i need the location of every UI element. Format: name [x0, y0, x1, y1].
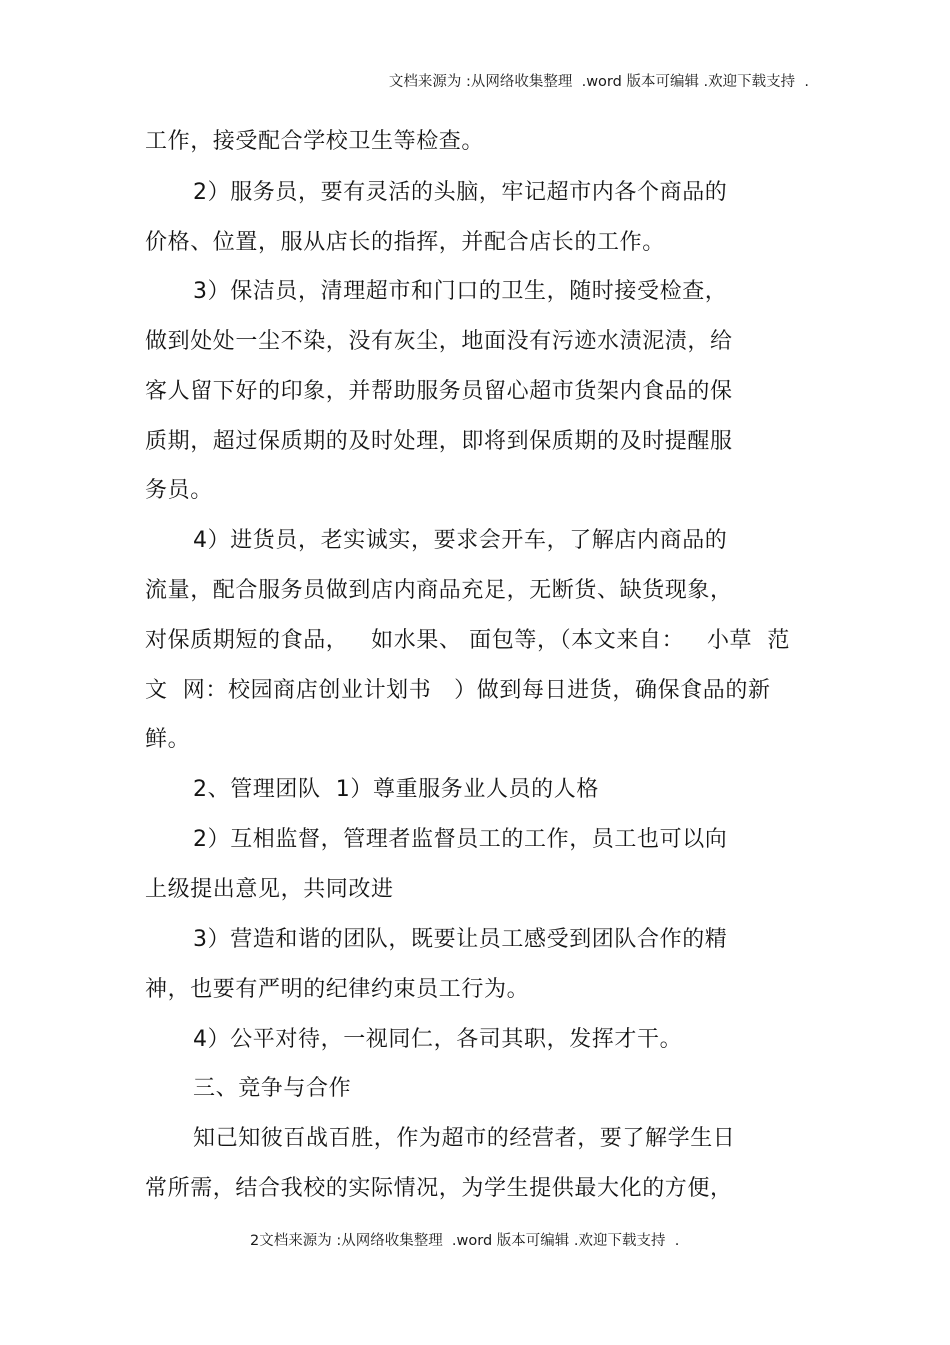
page-footer: 2文档来源为 :从网络收集整理 .word 版本可编辑 .欢迎下载支持 . — [250, 1233, 680, 1249]
paragraph-line: 工作，接受配合学校卫生等检查。 — [145, 129, 485, 154]
paragraph-line: 2）互相监督，管理者监督员工的工作，员工也可以向 — [193, 827, 728, 852]
paragraph-line: 3）保洁员，清理超市和门口的卫生，随时接受检查， — [193, 279, 728, 304]
paragraph-line: 务员。 — [145, 478, 213, 503]
paragraph-line: 神，也要有严明的纪律约束员工行为。 — [145, 977, 530, 1002]
paragraph-line: 2）服务员，要有灵活的头脑，牢记超市内各个商品的 — [193, 180, 728, 205]
paragraph-line: 做到处处一尘不染，没有灰尘，地面没有污迹水渍泥渍，给 — [145, 329, 733, 354]
paragraph-line: 鲜。 — [145, 727, 191, 752]
paragraph-line: 对保质期短的食品， 如水果、 面包等，（本文来自： 小草 范 — [145, 628, 790, 653]
paragraph-line: 3）营造和谐的团队，既要让员工感受到团队合作的精 — [193, 927, 728, 952]
paragraph-line: 4）公平对待，一视同仁，各司其职，发挥才干。 — [193, 1027, 683, 1052]
paragraph-line: 常所需，结合我校的实际情况，为学生提供最大化的方便， — [145, 1176, 733, 1201]
paragraph-line: 质期，超过保质期的及时处理，即将到保质期的及时提醒服 — [145, 429, 733, 454]
paragraph-line: 文 网：校园商店创业计划书 ）做到每日进货，确保食品的新 — [145, 678, 771, 703]
paragraph-line: 2、管理团队 1）尊重服务业人员的人格 — [193, 777, 599, 802]
paragraph-line: 知己知彼百战百胜，作为超市的经营者，要了解学生日 — [193, 1126, 736, 1151]
paragraph-line: 上级提出意见，共同改进 — [145, 877, 394, 902]
paragraph-line: 客人留下好的印象，并帮助服务员留心超市货架内食品的保 — [145, 379, 733, 404]
page-header: 文档来源为 :从网络收集整理 .word 版本可编辑 .欢迎下载支持 . — [388, 74, 809, 90]
section-heading: 三、竞争与合作 — [193, 1076, 352, 1101]
paragraph-line: 4）进货员，老实诚实，要求会开车，了解店内商品的 — [193, 528, 728, 553]
paragraph-line: 流量，配合服务员做到店内商品充足，无断货、缺货现象， — [145, 578, 733, 603]
paragraph-line: 价格、位置，服从店长的指挥，并配合店长的工作。 — [145, 230, 665, 255]
